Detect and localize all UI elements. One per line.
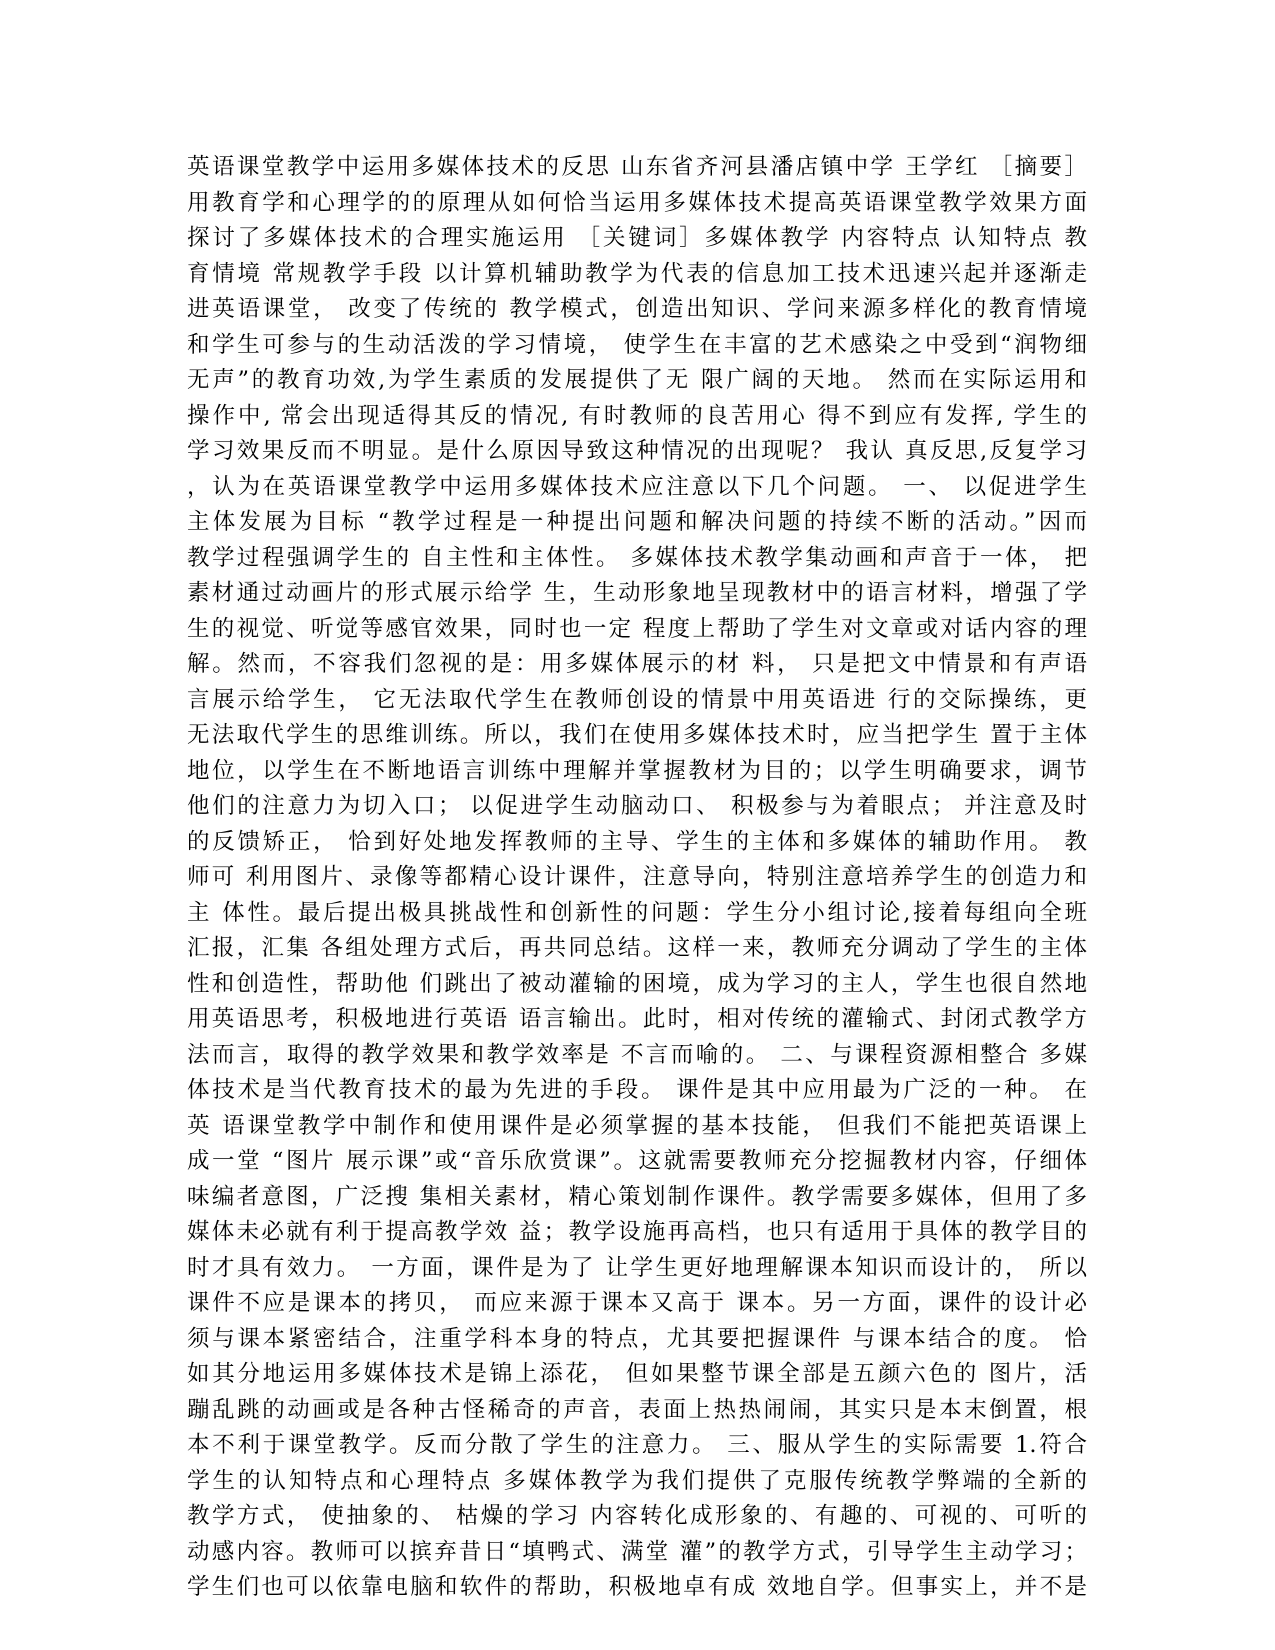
text-line: 本不利于课堂教学。反而分散了学生的注意力。 三、服从学生的实际需要 1.符合	[187, 1432, 1087, 1458]
text-line: 地位，以学生在不断地语言训练中理解并掌握教材为目的；以学生明确要求，调节	[187, 757, 1087, 784]
text-line: 成一堂 “图片 展示课”或“音乐欣赏课”。这就需要教师充分挖掘教材内容，仔细体	[187, 1148, 1087, 1174]
text-line: 主 体性。最后提出极具挑战性和创新性的问题：学生分小组讨论,接着每组向全班	[187, 899, 1087, 926]
text-line: 无声”的教育功效,为学生素质的发展提供了无 限广阔的天地。 然而在实际运用和	[187, 367, 1087, 393]
text-line: 师可 利用图片、录像等都精心设计课件，注意导向，特别注意培养学生的创造力和	[187, 864, 1087, 890]
text-line: 体技术是当代教育技术的最为先进的手段。 课件是其中应用最为广泛的一种。 在	[187, 1077, 1087, 1103]
text-line: 学生们也可以依靠电脑和软件的帮助，积极地卓有成 效地自学。但事实上，并不是	[187, 1574, 1087, 1600]
text-line: 进英语课堂， 改变了传统的 教学模式，创造出知识、学问来源多样化的教育情境	[187, 296, 1087, 322]
text-line: 解。然而，不容我们忽视的是：用多媒体展示的材 料， 只是把文中情景和有声语	[187, 651, 1087, 677]
text-line: 教学方式， 使抽象的、 枯燥的学习 内容转化成形象的、有趣的、可视的、可听的	[187, 1503, 1087, 1529]
text-line: 和学生可参与的生动活泼的学习情境， 使学生在丰富的艺术感染之中受到“润物细	[187, 331, 1087, 358]
text-line: 蹦乱跳的动画或是各种古怪稀奇的声音，表面上热热闹闹，其实只是本末倒置，根	[187, 1396, 1087, 1423]
text-line: 如其分地运用多媒体技术是锦上添花， 但如果整节课全部是五颜六色的 图片，活	[187, 1361, 1087, 1387]
text-line: 英 语课堂教学中制作和使用课件是必须掌握的基本技能， 但我们不能把英语课上	[187, 1112, 1087, 1139]
text-line: 须与课本紧密结合，注重学科本身的特点，尤其要把握课件 与课本结合的度。 恰	[187, 1325, 1087, 1352]
text-line: 用教育学和心理学的的原理从如何恰当运用多媒体技术提高英语课堂教学效果方面	[187, 189, 1087, 216]
text-line: 课件不应是课本的拷贝， 而应来源于课本又高于 课本。另一方面，课件的设计必	[187, 1290, 1087, 1316]
text-line: 无法取代学生的思维训练。所以，我们在使用多媒体技术时，应当把学生 置于主体	[187, 722, 1087, 748]
text-line: 生的视觉、听觉等感官效果，同时也一定 程度上帮助了学生对文章或对话内容的理	[187, 615, 1087, 642]
text-line: 学生的认知特点和心理特点 多媒体教学为我们提供了克服传统教学弊端的全新的	[187, 1467, 1087, 1494]
text-line: 素材通过动画片的形式展示给学 生，生动形象地呈现教材中的语言材料，增强了学	[187, 580, 1087, 606]
text-line: 教学过程强调学生的 自主性和主体性。 多媒体技术教学集动画和声音于一体， 把	[187, 544, 1087, 571]
text-line: 法而言，取得的教学效果和教学效率是 不言而喻的。 二、与课程资源相整合 多媒	[187, 1041, 1087, 1068]
text-line: 育情境 常规教学手段 以计算机辅助教学为代表的信息加工技术迅速兴起并逐渐走	[187, 260, 1087, 287]
text-line: 主体发展为目标 “教学过程是一种提出问题和解决问题的持续不断的活动。”因而	[187, 509, 1087, 535]
text-line: 学习效果反而不明显。是什么原因导致这种情况的出现呢？ 我认 真反思,反复学习	[187, 438, 1087, 464]
text-line: 探讨了多媒体技术的合理实施运用 ［关键词］多媒体教学 内容特点 认知特点 教	[187, 225, 1087, 251]
text-line: 用英语思考，积极地进行英语 语言输出。此时，相对传统的灌输式、封闭式教学方	[187, 1006, 1087, 1032]
text-line: 时才具有效力。 一方面，课件是为了 让学生更好地理解课本知识而设计的， 所以	[187, 1254, 1087, 1281]
text-line: ，认为在英语课堂教学中运用多媒体技术应注意以下几个问题。 一、 以促进学生	[187, 473, 1087, 500]
text-line: 动感内容。教师可以摈弃昔日“填鸭式、满堂 灌”的教学方式，引导学生主动学习；	[187, 1538, 1087, 1565]
text-line: 媒体未必就有利于提高教学效 益；教学设施再高档，也只有适用于具体的教学目的	[187, 1219, 1087, 1245]
text-line: 英语课堂教学中运用多媒体技术的反思 山东省齐河县潘店镇中学 王学红 ［摘要］	[187, 154, 1087, 180]
text-line: 他们的注意力为切入口； 以促进学生动脑动口、 积极参与为着眼点； 并注意及时	[187, 793, 1087, 819]
text-line: 汇报，汇集 各组处理方式后，再共同总结。这样一来，教师充分调动了学生的主体	[187, 935, 1087, 961]
text-line: 的反馈矫正， 恰到好处地发挥教师的主导、学生的主体和多媒体的辅助作用。 教	[187, 828, 1087, 855]
text-line: 性和创造性，帮助他 们跳出了被动灌输的困境，成为学习的主人，学生也很自然地	[187, 970, 1087, 997]
body-text	[187, 150, 1087, 1606]
text-line: 言展示给学生， 它无法取代学生在教师创设的情景中用英语进 行的交际操练，更	[187, 686, 1087, 713]
text-line: 味编者意图，广泛搜 集相关素材，精心策划制作课件。教学需要多媒体，但用了多	[187, 1183, 1087, 1210]
text-line: 操作中, 常会出现适得其反的情况, 有时教师的良苦用心 得不到应有发挥, 学生的	[187, 402, 1087, 429]
